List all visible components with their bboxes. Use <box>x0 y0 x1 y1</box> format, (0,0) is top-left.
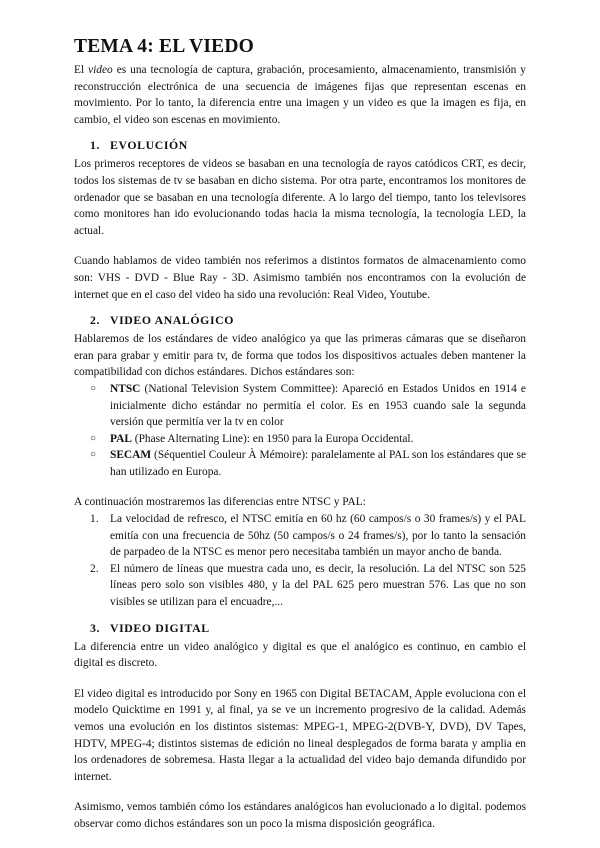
section-heading-video-analogico <box>74 312 526 329</box>
bullet-icon: ○ <box>90 449 97 461</box>
section-title: VIDEO ANALÓGICO <box>110 313 235 328</box>
standard-description: (Séquentiel Couleur À Mémoire): paralelamente al PAL son los estándares que se han utilizado en Europa. <box>110 449 526 478</box>
standard-term: PAL <box>110 432 132 445</box>
bullet-icon: ○ <box>90 382 97 394</box>
digital-paragraph-2: El video digital es introducido por Sony en 1965 con Digital BETACAM, Apple evoluciona con el modelo Quicktime en 1991 y, al final, ya se ve un incremento progresivo de la calidad. Además vemos una evolución en los distintos sistemas: MPEG-1, MPEG-2(DVB-Y, DVD), DV Tapes, HDTV, MPEG-4; distintos sistemas de edición no lineal desplegados de forma barata y amplia en los ordenadores de sobremesa. Hasta llegar a la actualidad del video bajo demanda difundido por internet. <box>74 687 526 783</box>
section-number: 1. <box>90 138 101 153</box>
differences-list <box>74 511 526 611</box>
standard-term: SECAM <box>110 449 152 462</box>
document-page <box>74 36 526 833</box>
intro-text-b: es una tecnología de captura, grabación, procesamiento, almacenamiento, transmisión y reconstrucción electrónica de una secuencia de imágenes fijas que representan escenas en movimiento. Por lo tanto, la diferencia entre una imagen y un video es que la imagen es fija, en cambio, el video son escenas en movimiento. <box>74 64 526 126</box>
intro-paragraph <box>74 62 526 128</box>
section-number: 3. <box>90 620 101 635</box>
standard-description: (Phase Alternating Line): en 1950 para la Europa Occidental. <box>131 432 414 445</box>
list-item <box>90 561 526 611</box>
intro-text-a: El <box>74 64 89 76</box>
standard-term: NTSC <box>110 382 141 395</box>
list-item <box>90 431 526 448</box>
list-item <box>90 447 526 480</box>
standard-description: (National Television System Committee): Apareció en Estados Unidos en 1914 e inicialmente dicho estándar no permitía el color. Es en 1953 cuando sale la segunda versión que permitía ver la tv en color <box>110 382 526 429</box>
list-text: El número de líneas que muestra cada uno, es decir, la resolución. La del NTSC son 525 líneas pero solo son visibles 480, y la del PAL 625 pero muestran 576. Las que no son visibles se utilizan para el encuadre,... <box>110 562 526 609</box>
document-title: TEMA 4: EL VIEDO <box>74 36 255 57</box>
evolucion-paragraph-2: Cuando hablamos de video también nos referimos a distintos formatos de almacenamiento como son: VHS - DVD - Blue Ray - 3D. Asimismo también nos encontramos con la evolución de internet que en el caso del video ha sido una revolución: Real Video, Youtube. <box>74 255 526 301</box>
list-number: 1. <box>90 513 99 526</box>
evolucion-paragraph-1: Los primeros receptores de videos se basaban en una tecnología de rayos catódicos CRT, es decir, todos los sistemas de tv se basaban en dicho sistema. Por otra parte, encontramos los monitores de ordenador que se basaban en una tecnología diferente. A lo largo del tiempo, tanto los televisores como monitores han ido evolucionando todas hacia la misma tecnología, la tecnología LED, la actual. <box>74 158 526 237</box>
section-heading-evolucion <box>74 137 526 154</box>
section-number: 2. <box>90 313 101 328</box>
analogico-paragraph-2: A continuación mostraremos las diferencias entre NTSC y PAL: <box>74 496 366 509</box>
list-item <box>90 381 526 431</box>
standards-list <box>74 381 526 481</box>
section-title: VIDEO DIGITAL <box>110 620 210 635</box>
digital-paragraph-3: Asimismo, vemos también cómo los estándares analógicos han evolucionado a lo digital. podemos observar como dichos estándares son un poco la misma disposición geográfica. <box>74 801 526 830</box>
bullet-icon: ○ <box>90 432 97 444</box>
section-heading-video-digital <box>74 620 526 637</box>
list-item <box>90 511 526 561</box>
list-text: La velocidad de refresco, el NTSC emitía en 60 hz (60 campos/s o 30 frames/s) y el PAL emitía con una frecuencia de 50hz (50 campos/s o 24 frames/s), por lo tanto la sensación de parpadeo de la NTSC es menor pero necesitaba también un mayor ancho de banda. <box>110 513 526 559</box>
digital-paragraph-1: La diferencia entre un video analógico y digital es que el analógico es continuo, en cambio el digital es discreto. <box>74 640 526 670</box>
list-number: 2. <box>90 562 99 575</box>
section-title: EVOLUCIÓN <box>110 138 188 153</box>
analogico-paragraph-1: Hablaremos de los estándares de video analógico ya que las primeras cámaras que se diseñaron eran para grabar y emitir para tv, de forma que todos los dispositivos actuales deben mantener la compatibilidad con dichos estándares. Dichos estándares son: <box>74 333 526 379</box>
intro-emphasis: video <box>88 64 113 76</box>
